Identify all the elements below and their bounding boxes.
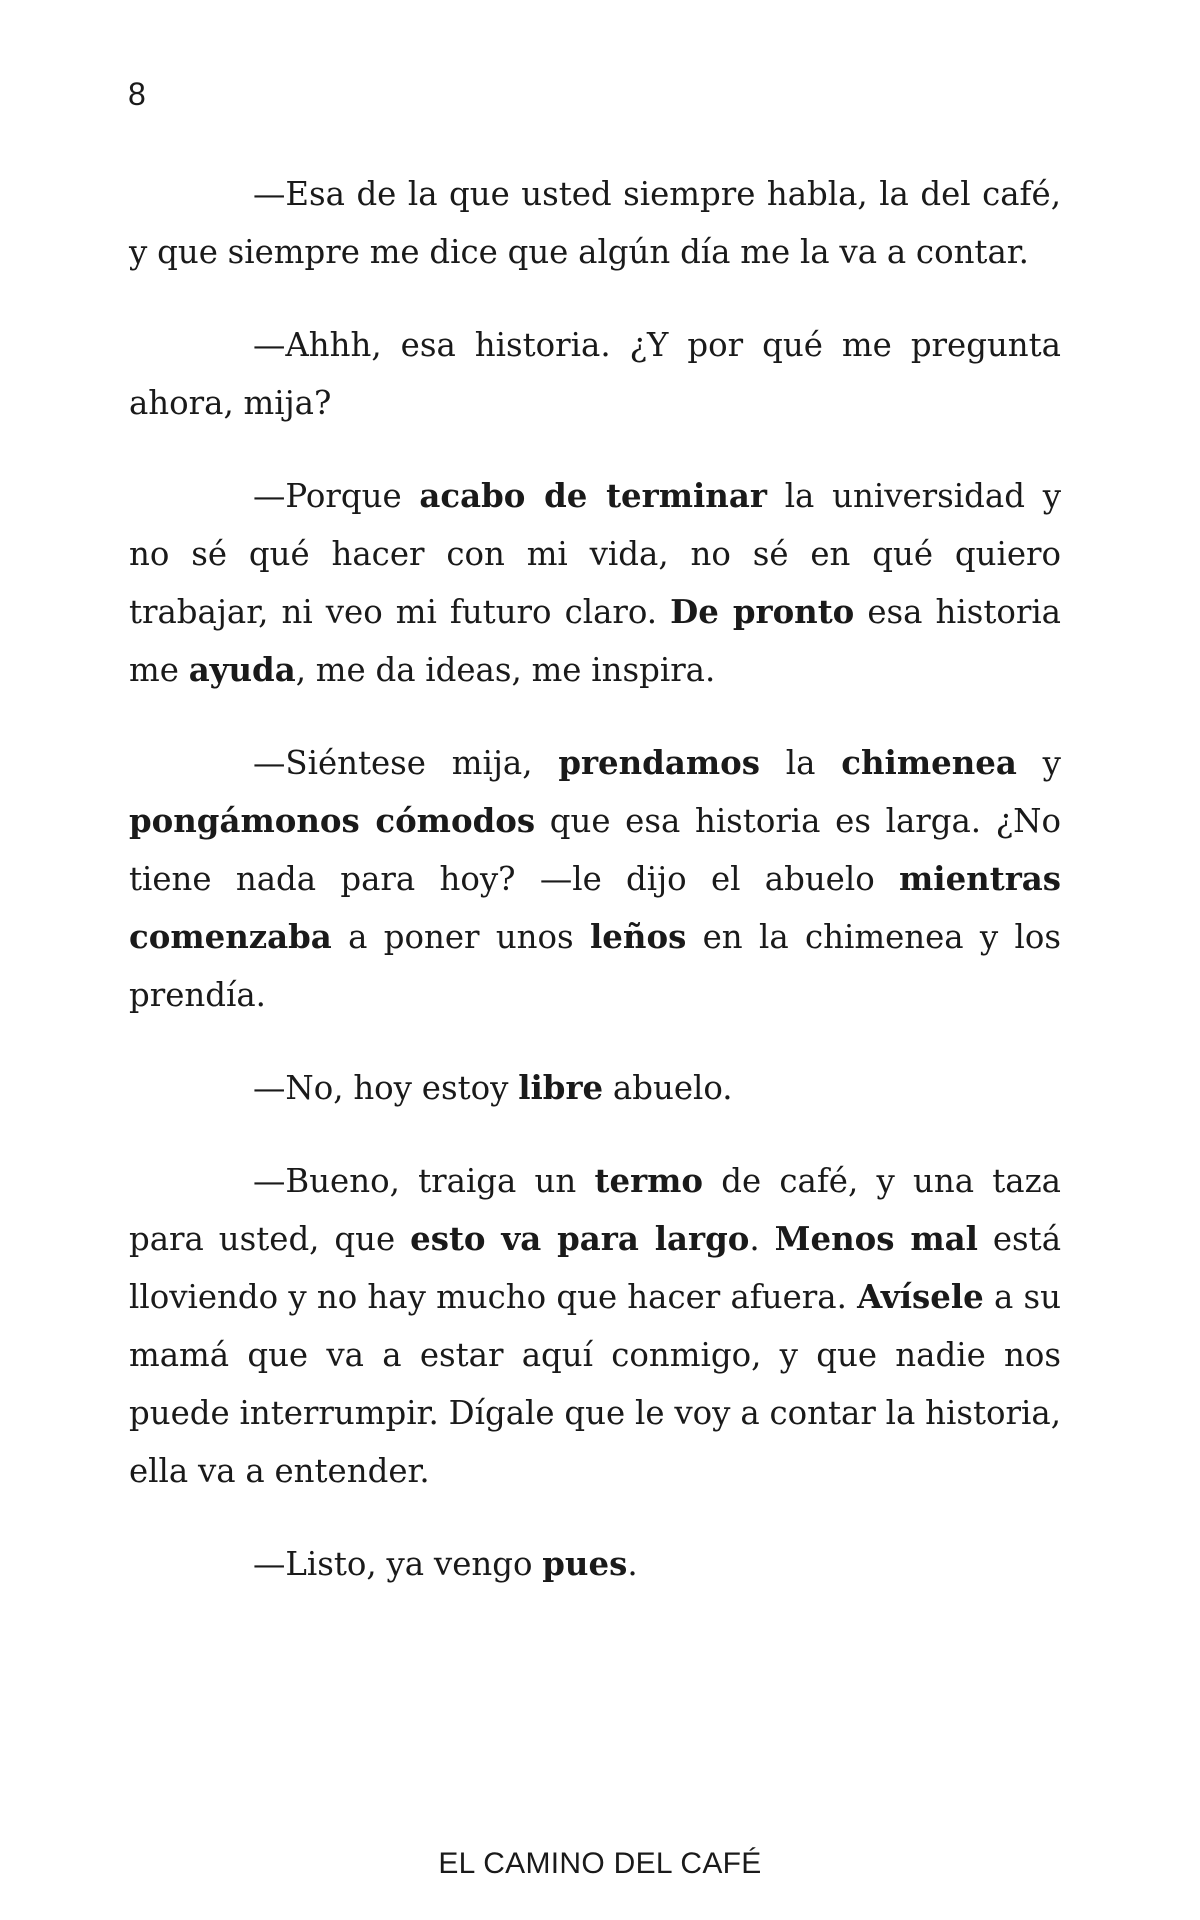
text-run: abuelo.	[603, 1069, 733, 1107]
bold-phrase: mientras comenzaba	[129, 860, 1061, 956]
bold-phrase: esto va para largo	[410, 1220, 750, 1258]
bold-phrase: ayuda	[188, 651, 296, 689]
text-run: en la chimenea y los prendía.	[129, 918, 1062, 1014]
text-run: a poner unos	[331, 918, 590, 956]
text-run: .	[627, 1545, 638, 1583]
text-run: —Siéntese mija,	[253, 744, 559, 782]
dialogue-paragraph	[129, 165, 1061, 281]
text-run: —Porque	[253, 477, 420, 515]
text-run: .	[749, 1220, 775, 1258]
dialogue-paragraph	[129, 1152, 1061, 1500]
dialogue-paragraph	[129, 1535, 1061, 1593]
dialogue-paragraph	[129, 467, 1061, 699]
text-run: que esa historia es larga. ¿No tiene nada para hoy? —le dijo el abuelo	[129, 802, 1061, 898]
bold-phrase: Avísele	[857, 1278, 984, 1316]
bold-phrase: libre	[518, 1069, 604, 1107]
text-run: la universidad y no sé qué hacer con mi vida, no sé en qué quiero trabajar, ni veo mi futuro claro.	[129, 477, 1061, 631]
bold-phrase: Menos mal	[774, 1220, 978, 1258]
text-run: —Listo, ya vengo	[253, 1545, 543, 1583]
bold-phrase: prendamos	[558, 744, 760, 782]
bold-phrase: chimenea	[841, 744, 1017, 782]
bold-phrase: De pronto	[670, 593, 855, 631]
bold-phrase: pues	[542, 1545, 628, 1583]
body-text	[129, 165, 1061, 1593]
text-run: esa historia me	[129, 593, 1061, 689]
text-run: —No, hoy estoy	[253, 1069, 519, 1107]
dialogue-paragraph	[129, 316, 1061, 432]
text-run: y	[1016, 744, 1061, 782]
bold-phrase: termo	[594, 1162, 704, 1200]
book-title-footer: EL CAMINO DEL CAFÉ	[438, 1847, 762, 1880]
text-run: —Bueno, traiga un	[253, 1162, 595, 1200]
text-run: de café, y una taza para usted, que	[129, 1162, 1061, 1258]
text-run: a su mamá que va a estar aquí conmigo, y que nadie nos puede interrumpir. Dígale que le voy a contar la historia, ella va a entender.	[129, 1278, 1061, 1490]
bold-phrase: pongámonos cómodos	[129, 802, 536, 840]
text-run: —Ahhh, esa historia. ¿Y por qué me pregunta ahora, mija?	[129, 326, 1061, 422]
dialogue-paragraph	[129, 1059, 1061, 1117]
dialogue-paragraph	[129, 734, 1061, 1024]
page-number: 8	[128, 76, 146, 112]
text-run: —Esa de la que usted siempre habla, la del café, y que siempre me dice que algún día me la va a contar.	[129, 175, 1061, 271]
text-run: está lloviendo y no hay mucho que hacer afuera.	[129, 1220, 1062, 1316]
text-run: la	[759, 744, 842, 782]
text-run: , me da ideas, me inspira.	[295, 651, 716, 689]
bold-phrase: leños	[590, 918, 687, 956]
bold-phrase: acabo de terminar	[419, 477, 767, 515]
